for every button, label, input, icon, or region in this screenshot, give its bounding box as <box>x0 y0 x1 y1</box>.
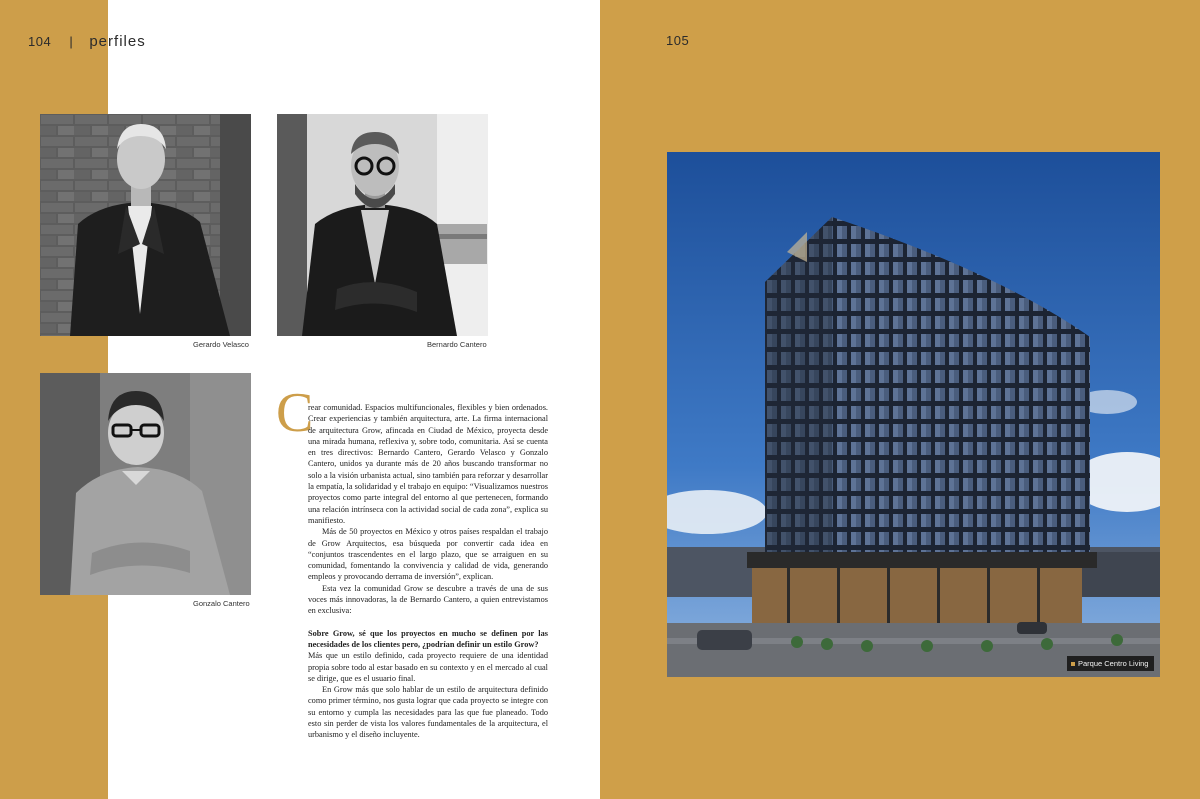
caption-bernardo: Bernardo Cantero <box>427 340 487 349</box>
article-paragraph-1: rear comunidad. Espacios multifuncionales, flexibles y bien ordenados. Crear experiencias y también arquitectura, arte. La firma internacional de arquitectura Grow, afincada en Ciudad de México, proyecta desde una mirada humana, reflexiva y, sobre todo, comunitaria. Así se cuenta en tres directivos: Bernardo Cantero, Gerardo Velasco y Gonzalo Cantero, unidos ya durante más de 20 años buscando transformar no solo a la visión urbanista actual, sino también para reforzar y desarrollar la empatía, la solidaridad y el trabajo en equipo: “Visualizamos nuestros proyectos como parte integral del entorno al que pertenecen, formando una relación intrínseca con la actividad social de cada zona”, explica su manifiesto. <box>308 403 548 525</box>
photo-caption-text: Parque Centro Living <box>1078 659 1149 668</box>
section-title: perfiles <box>89 33 146 50</box>
article-body <box>308 402 548 741</box>
photo-caption-tag <box>1067 656 1154 671</box>
portrait-gonzalo-cantero <box>40 373 251 595</box>
drop-cap: C <box>276 382 314 444</box>
portrait-bernardo-cantero <box>277 114 488 336</box>
caption-gonzalo: Gonzalo Cantero <box>193 599 250 608</box>
article-paragraph-3: Esta vez la comunidad Grow se descubre a través de una de sus voces más innovadoras, la de Bernardo Cantero, a quien entrevistamos en exclusiva: <box>308 583 548 616</box>
page-number-right: 105 <box>666 33 690 48</box>
building-photo-parque-centro-living <box>667 152 1160 677</box>
portrait-gerardo-velasco <box>40 114 251 336</box>
caption-gerardo: Gerardo Velasco <box>193 340 249 349</box>
folio-separator: | <box>69 34 74 49</box>
left-folio <box>28 33 146 50</box>
interview-answer-2: En Grow más que solo hablar de un estilo de arquitectura definido como primer término, nos gusta lograr que cada proyecto se integre con su entorno y cumpla las necesidades para las que fue planeado. Todo esto sin perder de vista los valores fundamentales de la arquitectura, el urbanismo y el diseño incluyente. <box>308 685 548 740</box>
interview-answer-1: Más que un estilo definido, cada proyecto requiere de una identidad propia sobre todo al estar basado en su contexto y en el mercado al cual se dirige, que es el usuario final. <box>308 651 548 683</box>
caption-marker-icon <box>1071 662 1075 666</box>
page-number-left: 104 <box>28 34 52 49</box>
article-paragraph-2: Más de 50 proyectos en México y otros países respaldan el trabajo de Grow Arquitectos, esa búsqueda por convertir cada idea en “conjuntos trascendentes en el largo plazo, que se arraiguen en su comunidad, fomentando la convivencia y calidad de vida, generando empleos y provocando derrama de inversión”, explican. <box>308 527 548 582</box>
interview-question: Sobre Grow, sé que los proyectos en mucho se definen por las necesidades de los clientes pero, ¿podrían definir un estilo Grow? <box>308 628 548 649</box>
